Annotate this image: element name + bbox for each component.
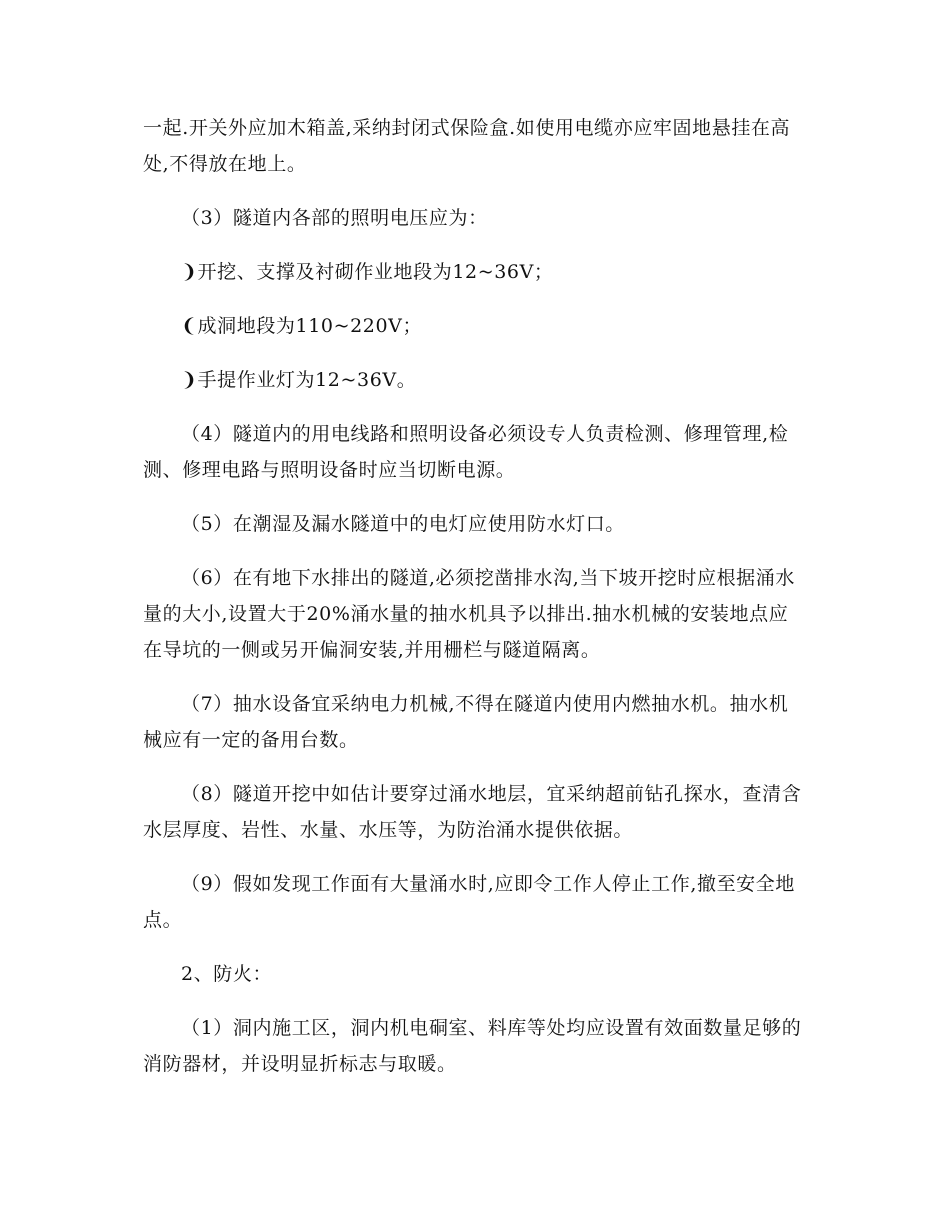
paragraph: ❨成洞地段为110~220V； — [181, 315, 423, 337]
paragraph: （9）假如发现工作面有大量涌水时,应即令工作人停止工作,撤至安全地点。 — [143, 873, 795, 931]
paragraph: （7）抽水设备宜采纳电力机械,不得在隧道内使用内燃抽水机。抽水机械应有一定的备用台数。 — [143, 693, 789, 751]
paragraph: （3）隧道内各部的照明电压应为： — [181, 207, 488, 229]
paragraph: 一起.开关外应加木箱盖,采纳封闭式保险盒.如使用电缆亦应牢固地悬挂在高处,不得放在地上。 — [143, 117, 791, 175]
paragraph: （1）洞内施工区，洞内机电硐室、料库等处均应设置有效面数量足够的消防器材，并设明显折标志与取暖。 — [143, 1017, 802, 1075]
paragraph: （6）在有地下水排出的隧道,必须挖凿排水沟,当下坡开挖时应根据涌水量的大小,设置大于20%涌水量的抽水机具予以排出.抽水机械的安装地点应在导坑的一侧或另开偏洞安装,并用栅栏与隧道隔离。 — [143, 567, 795, 661]
paragraph: ❩手提作业灯为12~36V。 — [181, 369, 417, 391]
paragraph: （5）在潮湿及漏水隧道中的电灯应使用防水灯口。 — [181, 513, 625, 535]
document-body — [143, 110, 807, 1100]
paragraph: ❩开挖、支撑及衬砌作业地段为12~36V； — [181, 261, 554, 283]
paragraph: （8）隧道开挖中如估计要穿过涌水地层，宜采纳超前钻孔探水，查清含水层厚度、岩性、水量、水压等，为防治涌水提供依据。 — [143, 783, 802, 841]
section-heading: 2、防火： — [181, 963, 273, 985]
paragraph: （4）隧道内的用电线路和照明设备必须设专人负责检测、修理管理,检测、修理电路与照明设备时应当切断电源。 — [143, 423, 789, 481]
